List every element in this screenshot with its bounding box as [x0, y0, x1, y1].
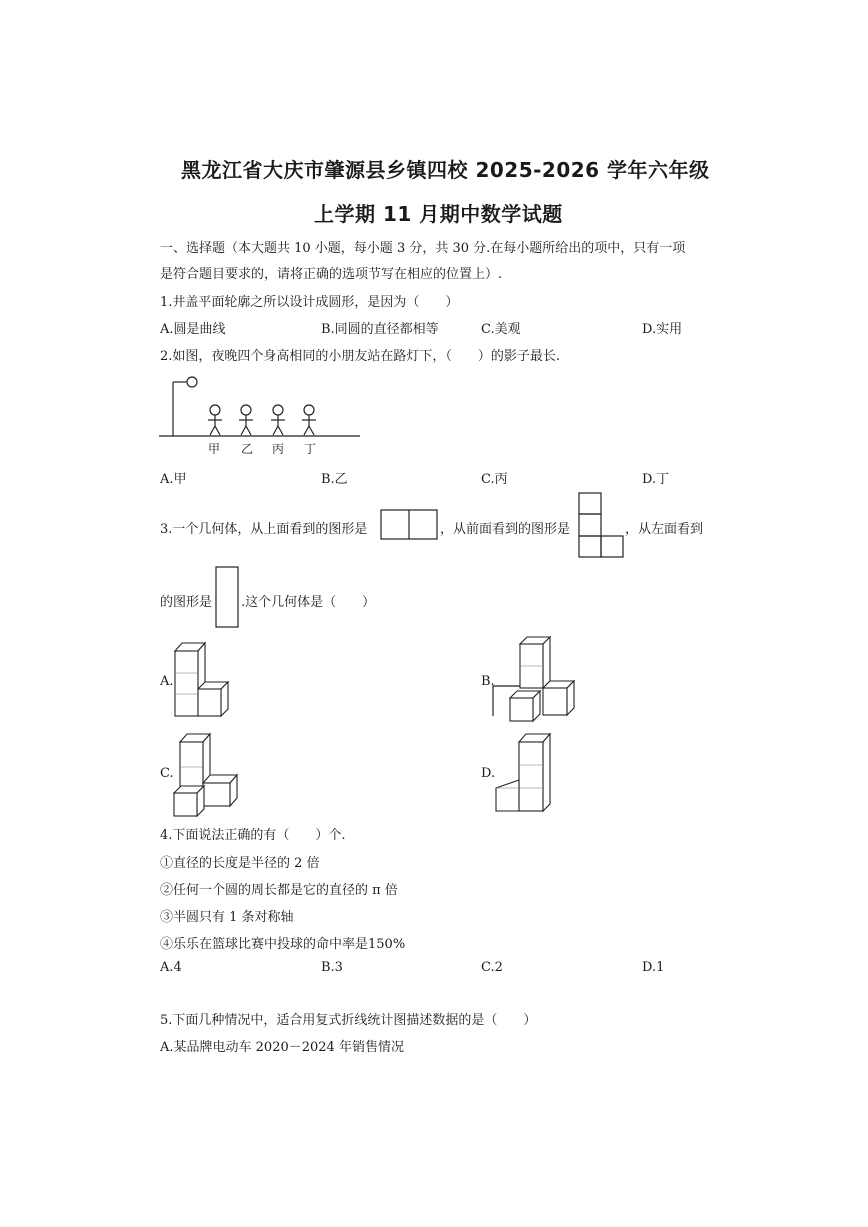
q1-option-a: A.圆是曲线	[160, 322, 226, 337]
q3-option-b-label: B.	[481, 674, 495, 689]
label-jia: 甲	[208, 442, 221, 456]
q4-option-a: A.4	[160, 960, 182, 975]
q4-statement-1: ①直径的长度是半径的 2 倍	[160, 856, 320, 871]
label-ding: 丁	[304, 442, 317, 456]
q3-option-d-label: D.	[481, 766, 496, 781]
q4-option-c: C.2	[481, 960, 503, 975]
q1-option-b: B.同圆的直径都相等	[321, 322, 439, 337]
q3-text-part5: .这个几何体是（ ）	[241, 595, 376, 610]
child-yi	[239, 405, 253, 435]
q3-text-part3: ，从左面看到	[625, 522, 704, 537]
q1-option-c: C.美观	[481, 322, 521, 337]
streetlight	[173, 377, 197, 436]
q3-option-c-label: C.	[160, 766, 174, 781]
q2-option-b: B.乙	[321, 472, 348, 487]
q1-option-d: D.实用	[642, 322, 683, 337]
q3-text-part4: 的图形是	[160, 595, 213, 610]
q3-option-a-label: A.	[160, 674, 174, 689]
q4-option-b: B.3	[321, 960, 343, 975]
page-title-line2: 上学期 11 月期中数学试题	[314, 202, 563, 226]
q3-text-part1: 3.一个几何体，从上面看到的图形是	[160, 522, 368, 537]
q4-option-d: D.1	[642, 960, 665, 975]
label-yi: 乙	[241, 442, 254, 456]
q4-stem: 4.下面说法正确的有（ ）个.	[160, 828, 346, 843]
section-intro-line1: 一、选择题（本大题共 10 小题，每小题 3 分，共 30 分.在每小题所给出的项中，只有一项	[160, 241, 686, 256]
q2-option-d: D.丁	[642, 472, 670, 487]
child-jia	[208, 405, 222, 435]
q2-option-c: C.丙	[481, 472, 508, 487]
q3-text-part2: ，从前面看到的图形是	[440, 522, 571, 537]
q3-front-view-figure	[578, 492, 626, 560]
page-title-line1: 黑龙江省大庆市肇源县乡镇四校 2025-2026 学年六年级	[181, 158, 710, 182]
q5-stem: 5.下面几种情况中，适合用复式折线统计图描述数据的是（ ）	[160, 1013, 537, 1028]
q1-stem: 1.井盖平面轮廓之所以设计成圆形，是因为（ ）	[160, 295, 459, 310]
q3-option-a-figure	[170, 636, 236, 722]
q2-option-a: A.甲	[160, 472, 187, 487]
q3-option-b-figure	[490, 636, 580, 726]
q3-left-view-figure	[215, 566, 241, 630]
q2-streetlight-figure	[155, 370, 365, 460]
q3-option-c-figure	[170, 730, 242, 818]
child-bing	[271, 405, 285, 435]
q2-stem: 2.如图，夜晚四个身高相同的小朋友站在路灯下，（ ）的影子最长.	[160, 349, 561, 364]
q4-statement-2: ②任何一个圆的周长都是它的直径的 π 倍	[160, 883, 398, 898]
q5-option-a: A.某品牌电动车 2020－2024 年销售情况	[160, 1040, 404, 1055]
section-intro-line2: 是符合题目要求的，请将正确的选项节写在相应的位置上）.	[160, 267, 503, 282]
q4-statement-4: ④乐乐在篮球比赛中投球的命中率是150%	[160, 937, 406, 952]
q3-top-view-figure	[380, 509, 440, 541]
q3-option-d-figure	[492, 730, 558, 816]
q4-statement-3: ③半圆只有 1 条对称轴	[160, 910, 294, 925]
label-bing: 丙	[272, 442, 285, 456]
child-ding	[302, 405, 316, 435]
